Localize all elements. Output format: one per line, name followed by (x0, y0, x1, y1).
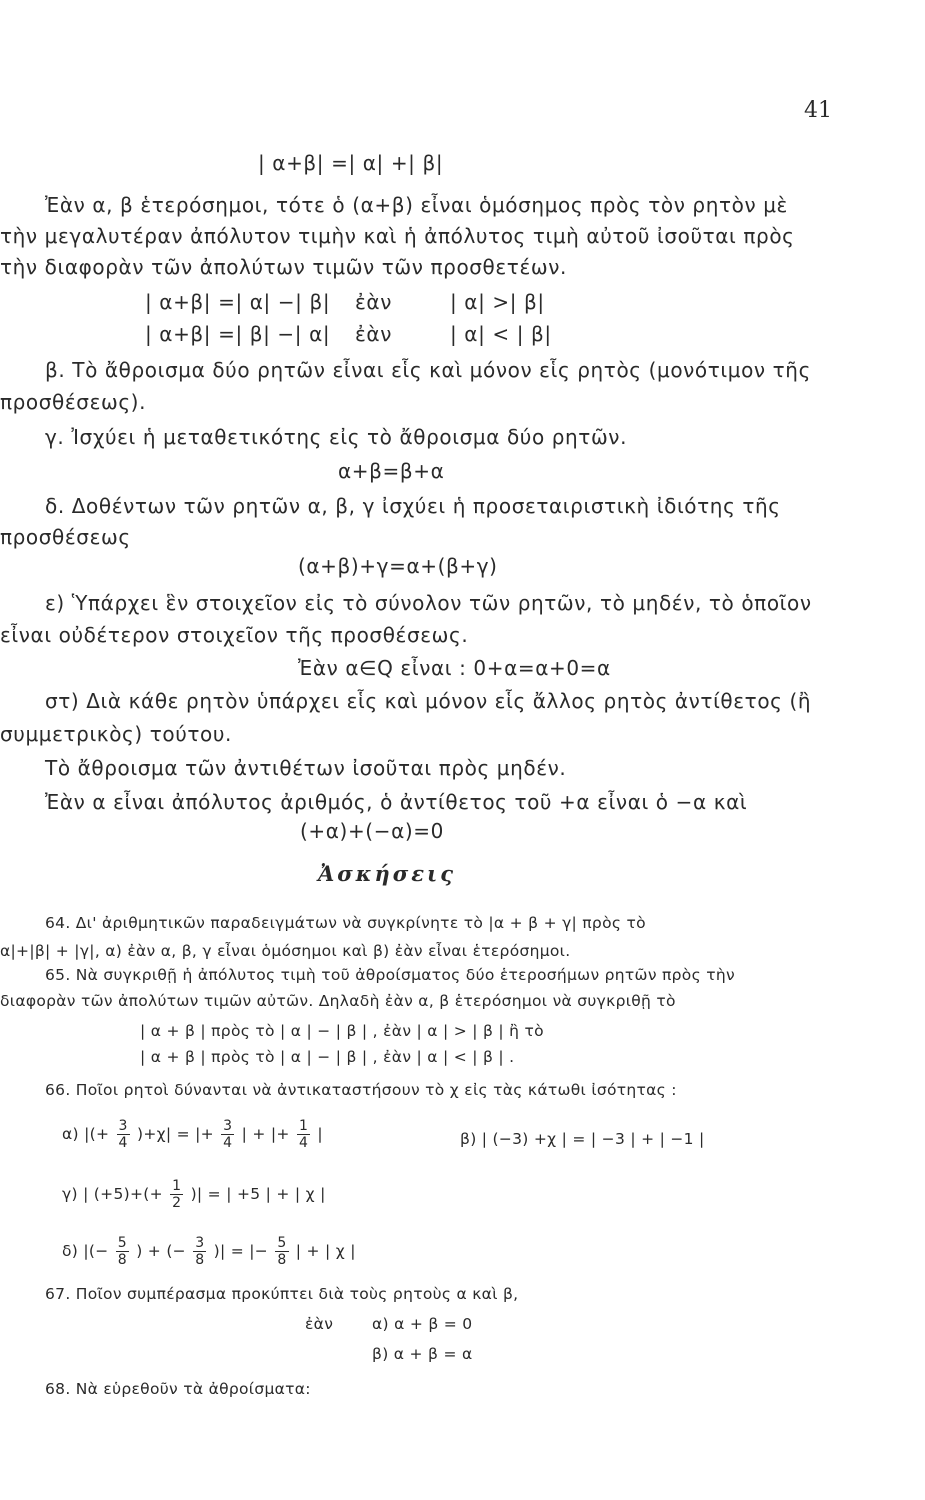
exercise-formula (62, 1178, 326, 1211)
formula-part: |(− (83, 1242, 109, 1260)
formula-part: )+χ| = |+ (136, 1125, 214, 1143)
exercise-formula: β) α + β = α (372, 1345, 473, 1363)
equation: Ἐὰν α∈Q εἶναι : 0+α=α+0=α (298, 656, 611, 680)
equation-condition: | α| < | β| (450, 322, 552, 346)
equation: | α+β| =| α| −| β| (145, 290, 331, 314)
formula-part: | + | χ | (295, 1242, 356, 1260)
exercise-line: 64. Δι' ἀριθμητικῶν παραδειγμάτων νὰ συγκρίνητε τὸ |α + β + γ| πρὸς τὸ (45, 914, 646, 932)
exercise-line: 67. Ποῖον συμπέρασμα προκύπτει διὰ τοὺς ρητοὺς α καὶ β, (45, 1285, 519, 1303)
exercise-line: διαφορὰν τῶν ἀπολύτων τιμῶν αὐτῶν. Δηλαδὴ ἐὰν α, β ἑτερόσημοι νὰ συγκριθῇ τὸ (0, 992, 676, 1010)
formula-part: | + |+ (241, 1125, 290, 1143)
text-line: στ) Διὰ κάθε ρητὸν ὑπάρχει εἷς καὶ μόνον εἷς ἄλλος ρητὸς ἀντίθετος (ἢ (45, 689, 812, 713)
exercise-formula (62, 1118, 323, 1151)
text-line: Ἐὰν α εἶναι ἀπόλυτος ἀριθμός, ὁ ἀντίθετος τοῦ +α εἶναι ὁ −α καὶ (45, 790, 748, 814)
fraction: $\frac{3}{4}$ (118, 1118, 128, 1151)
exercise-formula: β) | (−3) +χ | = | −3 | + | −1 | (460, 1130, 705, 1148)
exercise-line: 68. Νὰ εὑρεθοῦν τὰ ἀθροίσματα: (45, 1380, 311, 1398)
exercise-line: 66. Ποῖοι ρητοὶ δύνανται νὰ ἀντικαταστήσουν τὸ χ εἰς τὰς κάτωθι ἰσότητας : (45, 1081, 677, 1099)
text-line: γ. Ἰσχύει ἡ μεταθετικότης εἰς τὸ ἄθροισμα δύο ρητῶν. (45, 425, 628, 449)
text-line: εἶναι οὐδέτερον στοιχεῖον τῆς προσθέσεως. (0, 623, 469, 647)
fraction: $\frac{3}{8}$ (195, 1235, 205, 1268)
text-line: προσθέσεως (0, 525, 131, 549)
formula-part: )| = |− (213, 1242, 269, 1260)
exercise-line: | α + β | πρὸς τὸ | α | − | β | , ἐὰν | α | > | β | ἢ τὸ (140, 1022, 544, 1040)
text-line: τὴν μεγαλυτέραν ἀπόλυτον τιμὴν καὶ ἡ ἀπόλυτος τιμὴ αὐτοῦ ἰσοῦται πρὸς (0, 224, 795, 248)
exercise-line: 65. Νὰ συγκριθῇ ἡ ἀπόλυτος τιμὴ τοῦ ἀθροίσματος δύο ἑτεροσήμων ρητῶν πρὸς τὴν (45, 966, 735, 984)
section-heading: Ἀσκήσεις (318, 861, 456, 886)
item-label: γ) (62, 1185, 78, 1203)
fraction: $\frac{1}{4}$ (298, 1118, 309, 1151)
text-line: συμμετρικὸς) τούτου. (0, 722, 232, 746)
condition-word: ἐὰν (305, 1315, 334, 1333)
text-line: δ. Δοθέντων τῶν ρητῶν α, β, γ ἰσχύει ἡ προσεταιριστικὴ ἰδιότης τῆς (45, 494, 781, 518)
text-line: Ἐὰν α, β ἑτερόσημοι, τότε ὁ (α+β) εἶναι ὁμόσημος πρὸς τὸν ρητὸν μὲ (45, 193, 788, 217)
exercise-line: α|+|β| + |γ|, α) ἐὰν α, β, γ εἶναι ὁμόσημοι καὶ β) ἐὰν εἶναι ἑτερόσημοι. (0, 942, 571, 960)
page-number: 41 (804, 98, 832, 123)
text-line: Τὸ ἄθροισμα τῶν ἀντιθέτων ἰσοῦται πρὸς μηδέν. (45, 756, 567, 780)
exercise-line: | α + β | πρὸς τὸ | α | − | β | , ἐὰν | α | < | β | . (140, 1048, 515, 1066)
item-label: δ) (62, 1242, 79, 1260)
fraction: $\frac{5}{8}$ (117, 1235, 127, 1268)
abs-sum-equation: | α+β| =| α| +| β| (258, 151, 444, 175)
formula-part: )| = | +5 | + | χ | (190, 1185, 326, 1203)
formula-part: | (+5)+(+ (83, 1185, 163, 1203)
equation-condition-word: ἐὰν (355, 322, 392, 346)
formula-part: ) + (− (136, 1242, 186, 1260)
text-line: τὴν διαφορὰν τῶν ἀπολύτων τιμῶν τῶν προσθετέων. (0, 255, 567, 279)
fraction: $\frac{3}{4}$ (223, 1118, 233, 1151)
equation: (+α)+(−α)=0 (300, 819, 444, 843)
formula-part: | (317, 1125, 323, 1143)
exercise-formula: α) α + β = 0 (372, 1315, 473, 1333)
equation-condition: | α| >| β| (450, 290, 545, 314)
fraction: $\frac{1}{2}$ (172, 1178, 182, 1211)
equation: (α+β)+γ=α+(β+γ) (298, 554, 498, 578)
text-line: προσθέσεως). (0, 390, 147, 414)
formula-part: |(+ (84, 1125, 110, 1143)
equation: | α+β| =| β| −| α| (145, 322, 331, 346)
text-line: ε) Ὑπάρχει ἓν στοιχεῖον εἰς τὸ σύνολον τῶν ρητῶν, τὸ μηδέν, τὸ ὁποῖον (45, 591, 812, 615)
equation: α+β=β+α (338, 459, 445, 483)
item-label: α) (62, 1125, 79, 1143)
exercise-formula (62, 1235, 356, 1268)
fraction: $\frac{5}{8}$ (277, 1235, 287, 1268)
text-line: β. Τὸ ἄθροισμα δύο ρητῶν εἶναι εἷς καὶ μόνον εἷς ρητὸς (μονότιμον τῆς (45, 358, 811, 382)
equation-condition-word: ἐὰν (355, 290, 392, 314)
